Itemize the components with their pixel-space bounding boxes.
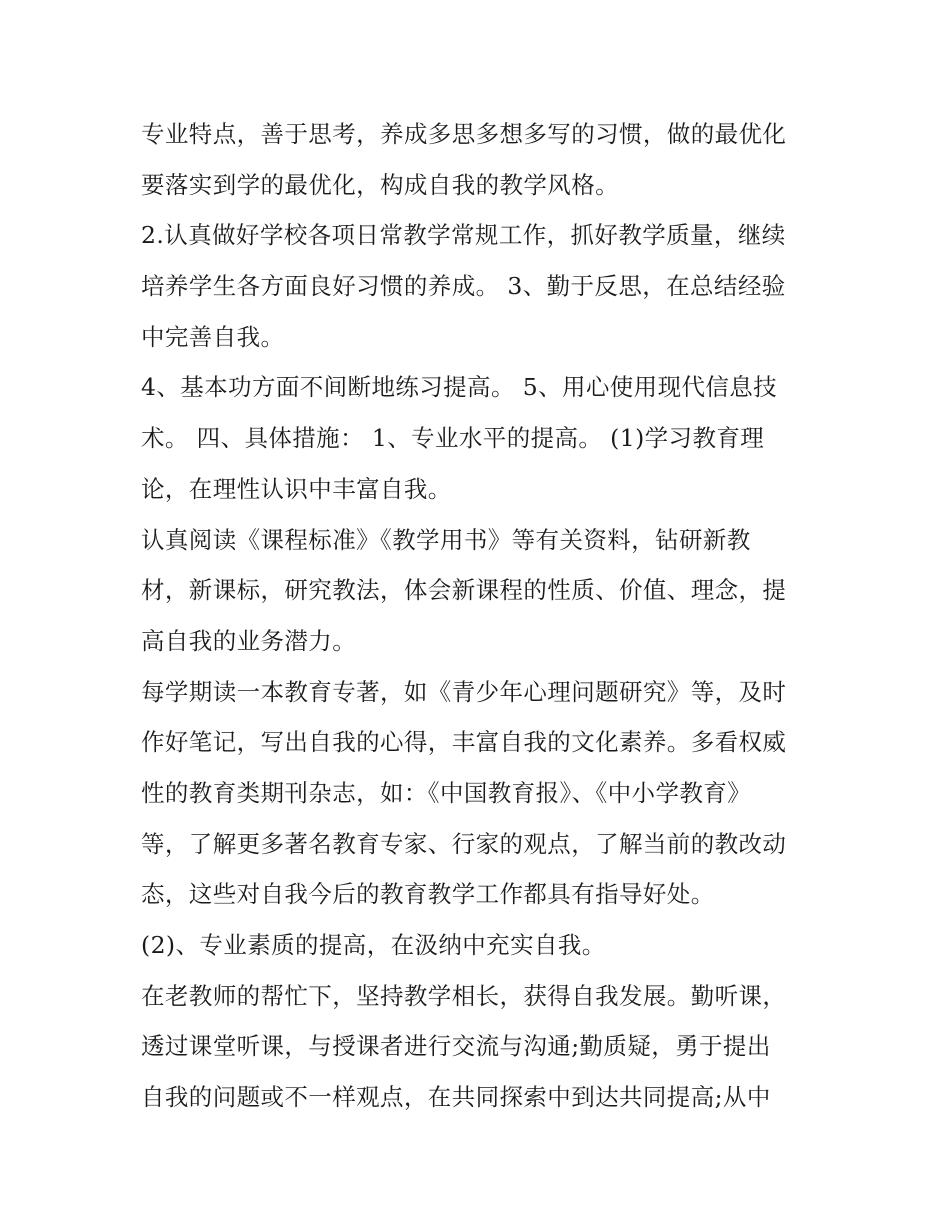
text-line: 自我的问题或不一样观点，在共同探索中到达共同提高;从中 [141, 1083, 771, 1112]
text-line: 专业特点，善于思考，养成多思多想多写的习惯，做的最优化 [141, 120, 787, 148]
text-line: 每学期读一本教育专著，如《青少年心理问题研究》等，及时 [141, 677, 787, 706]
text-line: 认真阅读《课程标准》《教学用书》等有关资料，钻研新教 [141, 525, 751, 554]
text-line: 态，这些对自我今后的教育教学工作都具有指导好处。 [141, 880, 715, 909]
text-line: 性的教育类期刊杂志，如：《中国教育报》、《中小学教育》 [141, 778, 752, 807]
text-line: 透过课堂听课，与授课者进行交流与沟通;勤质疑，勇于提出 [141, 1032, 771, 1061]
text-line: 论，在理性认识中丰富自我。 [141, 474, 452, 503]
text-line: 材，新课标，研究教法，体会新课程的性质、价值、理念，提 [141, 576, 787, 605]
text-line: 2.认真做好学校各项日常教学常规工作，抓好教学质量，继续 [141, 221, 786, 250]
text-line: 高自我的业务潜力。 [141, 626, 357, 655]
text-line: 术。 四、具体措施： 1、专业水平的提高。 (1)学习教育理 [141, 424, 765, 453]
text-line: 作好笔记，写出自我的心得，丰富自我的文化素养。多看权威 [141, 728, 787, 757]
text-line: 培养学生各方面良好习惯的养成。 3、勤于反思，在总结经验 [141, 272, 786, 301]
text-line: 4、基本功方面不间断地练习提高。 5、用心使用现代信息技 [141, 373, 778, 402]
text-line: 要落实到学的最优化，构成自我的教学风格。 [141, 170, 619, 199]
text-line: 等，了解更多著名教育专家、行家的观点，了解当前的教改动 [141, 829, 787, 858]
text-line: (2)、专业素质的提高，在汲纳中充实自我。 [141, 931, 606, 959]
text-line: 在老教师的帮忙下，坚持教学相长，获得自我发展。勤听课， [141, 981, 787, 1010]
body-text [141, 109, 841, 1123]
text-line: 中完善自我。 [141, 322, 285, 351]
